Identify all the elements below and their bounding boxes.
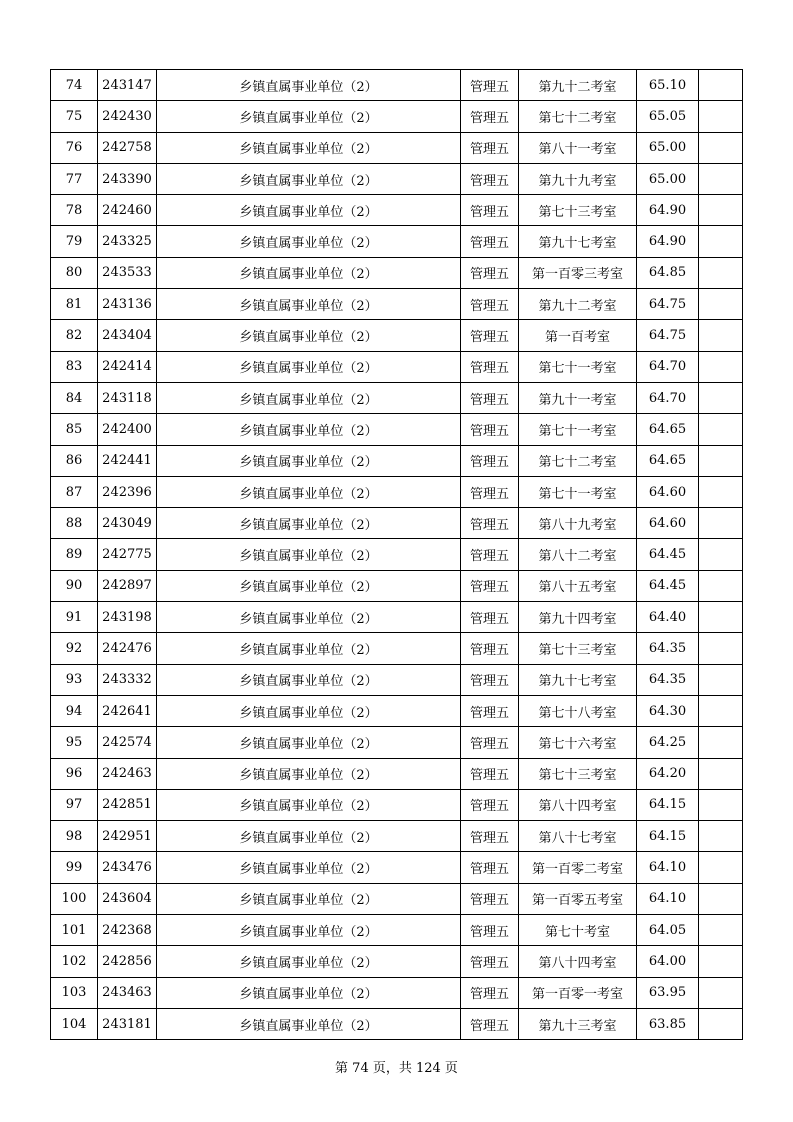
table-row	[51, 602, 743, 633]
exam-room-cell: 第八十四考室	[519, 789, 637, 820]
row-number-cell: 102	[51, 946, 98, 977]
row-number-cell: 87	[51, 476, 98, 507]
position-cell: 管理五	[461, 226, 519, 257]
unit-name-cell: 乡镇直属事业单位（2）	[157, 101, 461, 132]
table-row	[51, 633, 743, 664]
remark-cell	[699, 727, 743, 758]
unit-name-cell: 乡镇直属事业单位（2）	[157, 132, 461, 163]
candidate-id-cell: 242897	[98, 570, 157, 601]
exam-room-cell: 第九十四考室	[519, 602, 637, 633]
score-cell: 64.35	[637, 664, 699, 695]
candidate-id-cell: 242951	[98, 821, 157, 852]
table-row	[51, 821, 743, 852]
candidate-id-cell: 243476	[98, 852, 157, 883]
position-cell: 管理五	[461, 289, 519, 320]
candidate-id-cell: 243118	[98, 382, 157, 413]
row-number-cell: 98	[51, 821, 98, 852]
table-row	[51, 414, 743, 445]
exam-room-cell: 第七十三考室	[519, 195, 637, 226]
position-cell: 管理五	[461, 508, 519, 539]
score-cell: 64.90	[637, 226, 699, 257]
score-cell: 64.25	[637, 727, 699, 758]
row-number-cell: 84	[51, 382, 98, 413]
table-row	[51, 852, 743, 883]
exam-room-cell: 第一百考室	[519, 320, 637, 351]
unit-name-cell: 乡镇直属事业单位（2）	[157, 915, 461, 946]
row-number-cell: 94	[51, 695, 98, 726]
exam-room-cell: 第一百零二考室	[519, 852, 637, 883]
score-cell: 64.15	[637, 821, 699, 852]
table-row	[51, 727, 743, 758]
score-cell: 63.95	[637, 977, 699, 1008]
table-row	[51, 508, 743, 539]
position-cell: 管理五	[461, 382, 519, 413]
unit-name-cell: 乡镇直属事业单位（2）	[157, 977, 461, 1008]
remark-cell	[699, 1008, 743, 1039]
position-cell: 管理五	[461, 445, 519, 476]
row-number-cell: 100	[51, 883, 98, 914]
exam-room-cell: 第八十一考室	[519, 132, 637, 163]
score-cell: 65.00	[637, 163, 699, 194]
position-cell: 管理五	[461, 852, 519, 883]
unit-name-cell: 乡镇直属事业单位（2）	[157, 821, 461, 852]
position-cell: 管理五	[461, 70, 519, 101]
score-cell: 64.70	[637, 351, 699, 382]
position-cell: 管理五	[461, 633, 519, 664]
candidate-id-cell: 242851	[98, 789, 157, 820]
exam-room-cell: 第九十三考室	[519, 1008, 637, 1039]
position-cell: 管理五	[461, 789, 519, 820]
remark-cell	[699, 132, 743, 163]
remark-cell	[699, 101, 743, 132]
score-cell: 64.75	[637, 320, 699, 351]
candidate-id-cell: 243332	[98, 664, 157, 695]
candidate-id-cell: 242856	[98, 946, 157, 977]
unit-name-cell: 乡镇直属事业单位（2）	[157, 320, 461, 351]
remark-cell	[699, 508, 743, 539]
candidate-id-cell: 243136	[98, 289, 157, 320]
row-number-cell: 78	[51, 195, 98, 226]
remark-cell	[699, 382, 743, 413]
remark-cell	[699, 977, 743, 1008]
position-cell: 管理五	[461, 257, 519, 288]
remark-cell	[699, 946, 743, 977]
table-row	[51, 382, 743, 413]
unit-name-cell: 乡镇直属事业单位（2）	[157, 602, 461, 633]
unit-name-cell: 乡镇直属事业单位（2）	[157, 163, 461, 194]
remark-cell	[699, 476, 743, 507]
position-cell: 管理五	[461, 476, 519, 507]
exam-room-cell: 第一百零三考室	[519, 257, 637, 288]
row-number-cell: 80	[51, 257, 98, 288]
unit-name-cell: 乡镇直属事业单位（2）	[157, 946, 461, 977]
unit-name-cell: 乡镇直属事业单位（2）	[157, 476, 461, 507]
row-number-cell: 75	[51, 101, 98, 132]
table-row	[51, 163, 743, 194]
remark-cell	[699, 821, 743, 852]
unit-name-cell: 乡镇直属事业单位（2）	[157, 289, 461, 320]
row-number-cell: 90	[51, 570, 98, 601]
exam-room-cell: 第七十六考室	[519, 727, 637, 758]
table-row	[51, 289, 743, 320]
unit-name-cell: 乡镇直属事业单位（2）	[157, 508, 461, 539]
row-number-cell: 74	[51, 70, 98, 101]
score-cell: 64.45	[637, 539, 699, 570]
exam-room-cell: 第七十一考室	[519, 414, 637, 445]
exam-room-cell: 第九十一考室	[519, 382, 637, 413]
table-row	[51, 101, 743, 132]
score-cell: 65.05	[637, 101, 699, 132]
table-row	[51, 257, 743, 288]
unit-name-cell: 乡镇直属事业单位（2）	[157, 883, 461, 914]
candidate-id-cell: 243181	[98, 1008, 157, 1039]
exam-room-cell: 第八十四考室	[519, 946, 637, 977]
row-number-cell: 85	[51, 414, 98, 445]
candidate-id-cell: 242574	[98, 727, 157, 758]
row-number-cell: 101	[51, 915, 98, 946]
table-row	[51, 977, 743, 1008]
candidate-id-cell: 243325	[98, 226, 157, 257]
row-number-cell: 99	[51, 852, 98, 883]
position-cell: 管理五	[461, 664, 519, 695]
exam-room-cell: 第一百零五考室	[519, 883, 637, 914]
unit-name-cell: 乡镇直属事业单位（2）	[157, 570, 461, 601]
exam-room-cell: 第九十七考室	[519, 664, 637, 695]
candidate-id-cell: 242476	[98, 633, 157, 664]
remark-cell	[699, 195, 743, 226]
score-cell: 65.00	[637, 132, 699, 163]
candidate-id-cell: 243533	[98, 257, 157, 288]
table-row	[51, 664, 743, 695]
remark-cell	[699, 257, 743, 288]
remark-cell	[699, 664, 743, 695]
exam-room-cell: 第七十三考室	[519, 758, 637, 789]
position-cell: 管理五	[461, 695, 519, 726]
unit-name-cell: 乡镇直属事业单位（2）	[157, 351, 461, 382]
remark-cell	[699, 289, 743, 320]
unit-name-cell: 乡镇直属事业单位（2）	[157, 70, 461, 101]
exam-room-cell: 第八十二考室	[519, 539, 637, 570]
unit-name-cell: 乡镇直属事业单位（2）	[157, 633, 461, 664]
score-cell: 64.70	[637, 382, 699, 413]
position-cell: 管理五	[461, 977, 519, 1008]
candidate-id-cell: 243198	[98, 602, 157, 633]
table-row	[51, 539, 743, 570]
score-cell: 64.65	[637, 414, 699, 445]
unit-name-cell: 乡镇直属事业单位（2）	[157, 852, 461, 883]
row-number-cell: 79	[51, 226, 98, 257]
exam-room-cell: 第九十七考室	[519, 226, 637, 257]
position-cell: 管理五	[461, 821, 519, 852]
score-cell: 64.75	[637, 289, 699, 320]
candidate-id-cell: 243463	[98, 977, 157, 1008]
unit-name-cell: 乡镇直属事业单位（2）	[157, 539, 461, 570]
position-cell: 管理五	[461, 915, 519, 946]
row-number-cell: 96	[51, 758, 98, 789]
candidate-id-cell: 242414	[98, 351, 157, 382]
page-footer: 第 74 页，共 124 页	[335, 1061, 458, 1076]
remark-cell	[699, 883, 743, 914]
row-number-cell: 89	[51, 539, 98, 570]
unit-name-cell: 乡镇直属事业单位（2）	[157, 789, 461, 820]
remark-cell	[699, 695, 743, 726]
remark-cell	[699, 758, 743, 789]
candidate-id-cell: 242441	[98, 445, 157, 476]
candidate-id-cell: 242400	[98, 414, 157, 445]
unit-name-cell: 乡镇直属事业单位（2）	[157, 695, 461, 726]
unit-name-cell: 乡镇直属事业单位（2）	[157, 195, 461, 226]
candidate-id-cell: 243390	[98, 163, 157, 194]
score-cell: 64.20	[637, 758, 699, 789]
candidate-id-cell: 242460	[98, 195, 157, 226]
position-cell: 管理五	[461, 163, 519, 194]
row-number-cell: 97	[51, 789, 98, 820]
table-row	[51, 883, 743, 914]
exam-room-cell: 第九十二考室	[519, 70, 637, 101]
table-row	[51, 695, 743, 726]
table-row	[51, 570, 743, 601]
position-cell: 管理五	[461, 101, 519, 132]
position-cell: 管理五	[461, 195, 519, 226]
remark-cell	[699, 602, 743, 633]
position-cell: 管理五	[461, 727, 519, 758]
row-number-cell: 93	[51, 664, 98, 695]
exam-room-cell: 第八十九考室	[519, 508, 637, 539]
remark-cell	[699, 570, 743, 601]
table-row	[51, 758, 743, 789]
row-number-cell: 81	[51, 289, 98, 320]
position-cell: 管理五	[461, 602, 519, 633]
table-row	[51, 1008, 743, 1039]
unit-name-cell: 乡镇直属事业单位（2）	[157, 1008, 461, 1039]
position-cell: 管理五	[461, 414, 519, 445]
remark-cell	[699, 163, 743, 194]
remark-cell	[699, 226, 743, 257]
exam-room-cell: 第七十三考室	[519, 633, 637, 664]
candidate-id-cell: 243404	[98, 320, 157, 351]
remark-cell	[699, 320, 743, 351]
exam-room-cell: 第一百零一考室	[519, 977, 637, 1008]
row-number-cell: 86	[51, 445, 98, 476]
table-row	[51, 476, 743, 507]
exam-room-cell: 第七十八考室	[519, 695, 637, 726]
candidate-id-cell: 242368	[98, 915, 157, 946]
position-cell: 管理五	[461, 1008, 519, 1039]
score-cell: 64.85	[637, 257, 699, 288]
unit-name-cell: 乡镇直属事业单位（2）	[157, 727, 461, 758]
score-cell: 64.05	[637, 915, 699, 946]
remark-cell	[699, 633, 743, 664]
score-cell: 63.85	[637, 1008, 699, 1039]
score-cell: 64.40	[637, 602, 699, 633]
exam-room-cell: 第七十一考室	[519, 476, 637, 507]
exam-room-cell: 第九十九考室	[519, 163, 637, 194]
position-cell: 管理五	[461, 351, 519, 382]
row-number-cell: 83	[51, 351, 98, 382]
candidate-id-cell: 243049	[98, 508, 157, 539]
score-cell: 64.00	[637, 946, 699, 977]
score-cell: 64.60	[637, 508, 699, 539]
score-cell: 64.45	[637, 570, 699, 601]
exam-room-cell: 第七十二考室	[519, 101, 637, 132]
row-number-cell: 76	[51, 132, 98, 163]
candidate-id-cell: 242641	[98, 695, 157, 726]
unit-name-cell: 乡镇直属事业单位（2）	[157, 758, 461, 789]
position-cell: 管理五	[461, 320, 519, 351]
table-row	[51, 132, 743, 163]
unit-name-cell: 乡镇直属事业单位（2）	[157, 664, 461, 695]
remark-cell	[699, 445, 743, 476]
candidate-id-cell: 242396	[98, 476, 157, 507]
table-row	[51, 946, 743, 977]
score-cell: 64.15	[637, 789, 699, 820]
exam-room-cell: 第七十一考室	[519, 351, 637, 382]
score-cell: 64.30	[637, 695, 699, 726]
candidate-id-cell: 242430	[98, 101, 157, 132]
table-row	[51, 445, 743, 476]
table-row	[51, 70, 743, 101]
position-cell: 管理五	[461, 570, 519, 601]
position-cell: 管理五	[461, 539, 519, 570]
score-cell: 64.10	[637, 852, 699, 883]
candidate-id-cell: 242775	[98, 539, 157, 570]
remark-cell	[699, 70, 743, 101]
exam-room-cell: 第七十考室	[519, 915, 637, 946]
exam-room-cell: 第七十二考室	[519, 445, 637, 476]
unit-name-cell: 乡镇直属事业单位（2）	[157, 382, 461, 413]
row-number-cell: 77	[51, 163, 98, 194]
remark-cell	[699, 351, 743, 382]
position-cell: 管理五	[461, 132, 519, 163]
row-number-cell: 91	[51, 602, 98, 633]
candidate-id-cell: 242463	[98, 758, 157, 789]
position-cell: 管理五	[461, 883, 519, 914]
candidate-id-cell: 243604	[98, 883, 157, 914]
row-number-cell: 88	[51, 508, 98, 539]
remark-cell	[699, 414, 743, 445]
remark-cell	[699, 789, 743, 820]
candidate-id-cell: 242758	[98, 132, 157, 163]
row-number-cell: 104	[51, 1008, 98, 1039]
unit-name-cell: 乡镇直属事业单位（2）	[157, 445, 461, 476]
score-cell: 64.60	[637, 476, 699, 507]
table-row	[51, 195, 743, 226]
table-row	[51, 915, 743, 946]
remark-cell	[699, 539, 743, 570]
candidate-id-cell: 243147	[98, 70, 157, 101]
position-cell: 管理五	[461, 758, 519, 789]
exam-room-cell: 第八十五考室	[519, 570, 637, 601]
score-cell: 65.10	[637, 70, 699, 101]
position-cell: 管理五	[461, 946, 519, 977]
table-row	[51, 789, 743, 820]
remark-cell	[699, 915, 743, 946]
score-cell: 64.90	[637, 195, 699, 226]
score-cell: 64.35	[637, 633, 699, 664]
row-number-cell: 82	[51, 320, 98, 351]
exam-room-cell: 第八十七考室	[519, 821, 637, 852]
unit-name-cell: 乡镇直属事业单位（2）	[157, 257, 461, 288]
row-number-cell: 95	[51, 727, 98, 758]
remark-cell	[699, 852, 743, 883]
table-row	[51, 226, 743, 257]
unit-name-cell: 乡镇直属事业单位（2）	[157, 226, 461, 257]
score-cell: 64.10	[637, 883, 699, 914]
row-number-cell: 103	[51, 977, 98, 1008]
table-row	[51, 351, 743, 382]
score-cell: 64.65	[637, 445, 699, 476]
row-number-cell: 92	[51, 633, 98, 664]
results-table	[50, 69, 743, 1040]
table-row	[51, 320, 743, 351]
unit-name-cell: 乡镇直属事业单位（2）	[157, 414, 461, 445]
exam-room-cell: 第九十二考室	[519, 289, 637, 320]
